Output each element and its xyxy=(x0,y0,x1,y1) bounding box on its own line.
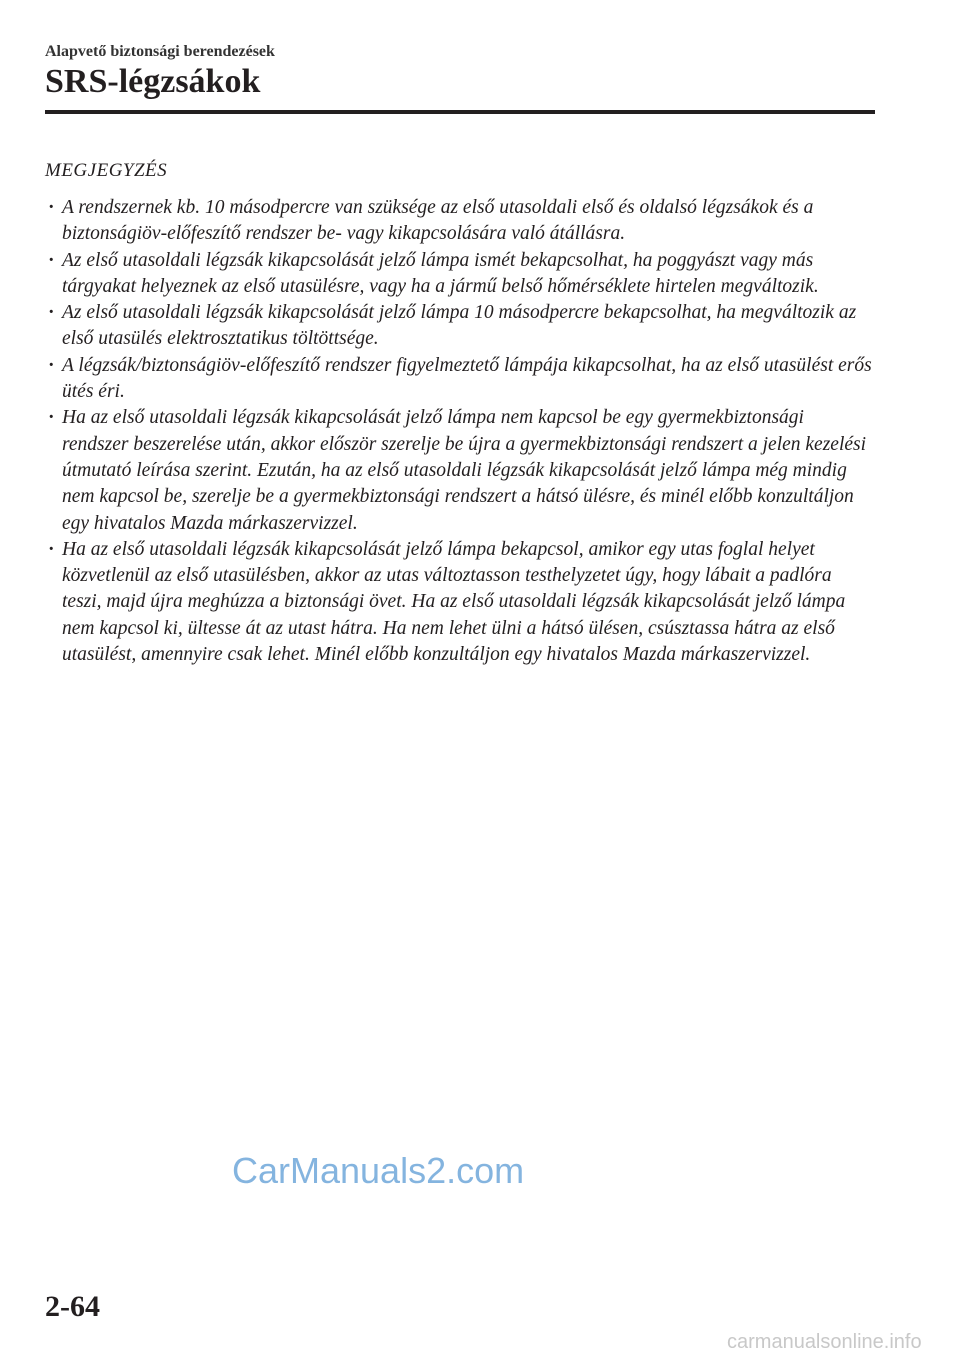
note-item: · Ha az első utasoldali légzsák kikapcsolását jelző lámpa bekapcsol, amikor egy utas foglal helyet közvetlenül az első utasülésben, akkor az utas változtasson testhelyzetet úgy, hogy lábait a padlóra teszi, majd újra meghúzza a biztonsági övet. Ha az első utasoldali légzsák kikapcsolását jelző lámpa nem kapcsol ki, ültesse át az utast hátra. Ha nem lehet ülni a hátsó ülésen, csúsztassa hátra az első utasülést, amennyire csak lehet. Minél előbb konzultáljon egy hivatalos Mazda márkaszervizzel. xyxy=(45,537,875,668)
watermark-logo: CarManuals2.com xyxy=(232,1150,525,1191)
page-title: SRS-légzsákok xyxy=(45,63,261,100)
section-label: Alapvető biztonsági berendezések xyxy=(45,43,275,60)
title-divider xyxy=(45,110,875,114)
note-item: · Az első utasoldali légzsák kikapcsolását jelző lámpa 10 másodpercre bekapcsolhat, ha megváltozik az első utasülés elektrosztatikus töltöttsége. xyxy=(45,300,875,353)
note-list xyxy=(45,195,875,668)
footer-site-watermark: carmanualsonline.info xyxy=(727,1331,922,1353)
note-item: · Ha az első utasoldali légzsák kikapcsolását jelző lámpa nem kapcsol be egy gyermekbiztonsági rendszer beszerelése után, akkor először szerelje be újra a gyermekbiztonsági rendszert a jelen kezelési útmutató leírása szerint. Ezután, ha az első utasoldali légzsák kikapcsolását jelző lámpa még mindig nem kapcsol be, szerelje be a gyermekbiztonsági rendszert a hátsó ülésre, és minél előbb konzultáljon egy hivatalos Mazda márkaszervizzel. xyxy=(45,405,875,536)
note-item: · A rendszernek kb. 10 másodpercre van szüksége az első utasoldali első és oldalsó légzsákok és a biztonságiöv-előfeszítő rendszer be- vagy kikapcsolására való átállásra. xyxy=(45,195,875,248)
note-item: · A légzsák/biztonságiöv-előfeszítő rendszer figyelmeztető lámpája kikapcsolhat, ha az első utasülést erős ütés éri. xyxy=(45,353,875,406)
note-heading: MEGJEGYZÉS xyxy=(45,160,168,181)
page-number: 2-64 xyxy=(45,1290,100,1323)
note-item: · Az első utasoldali légzsák kikapcsolását jelző lámpa ismét bekapcsolhat, ha poggyászt vagy más tárgyakat helyeznek az első utasülésre, vagy ha a jármű belső hőmérséklete hirtelen megváltozik. xyxy=(45,248,875,301)
